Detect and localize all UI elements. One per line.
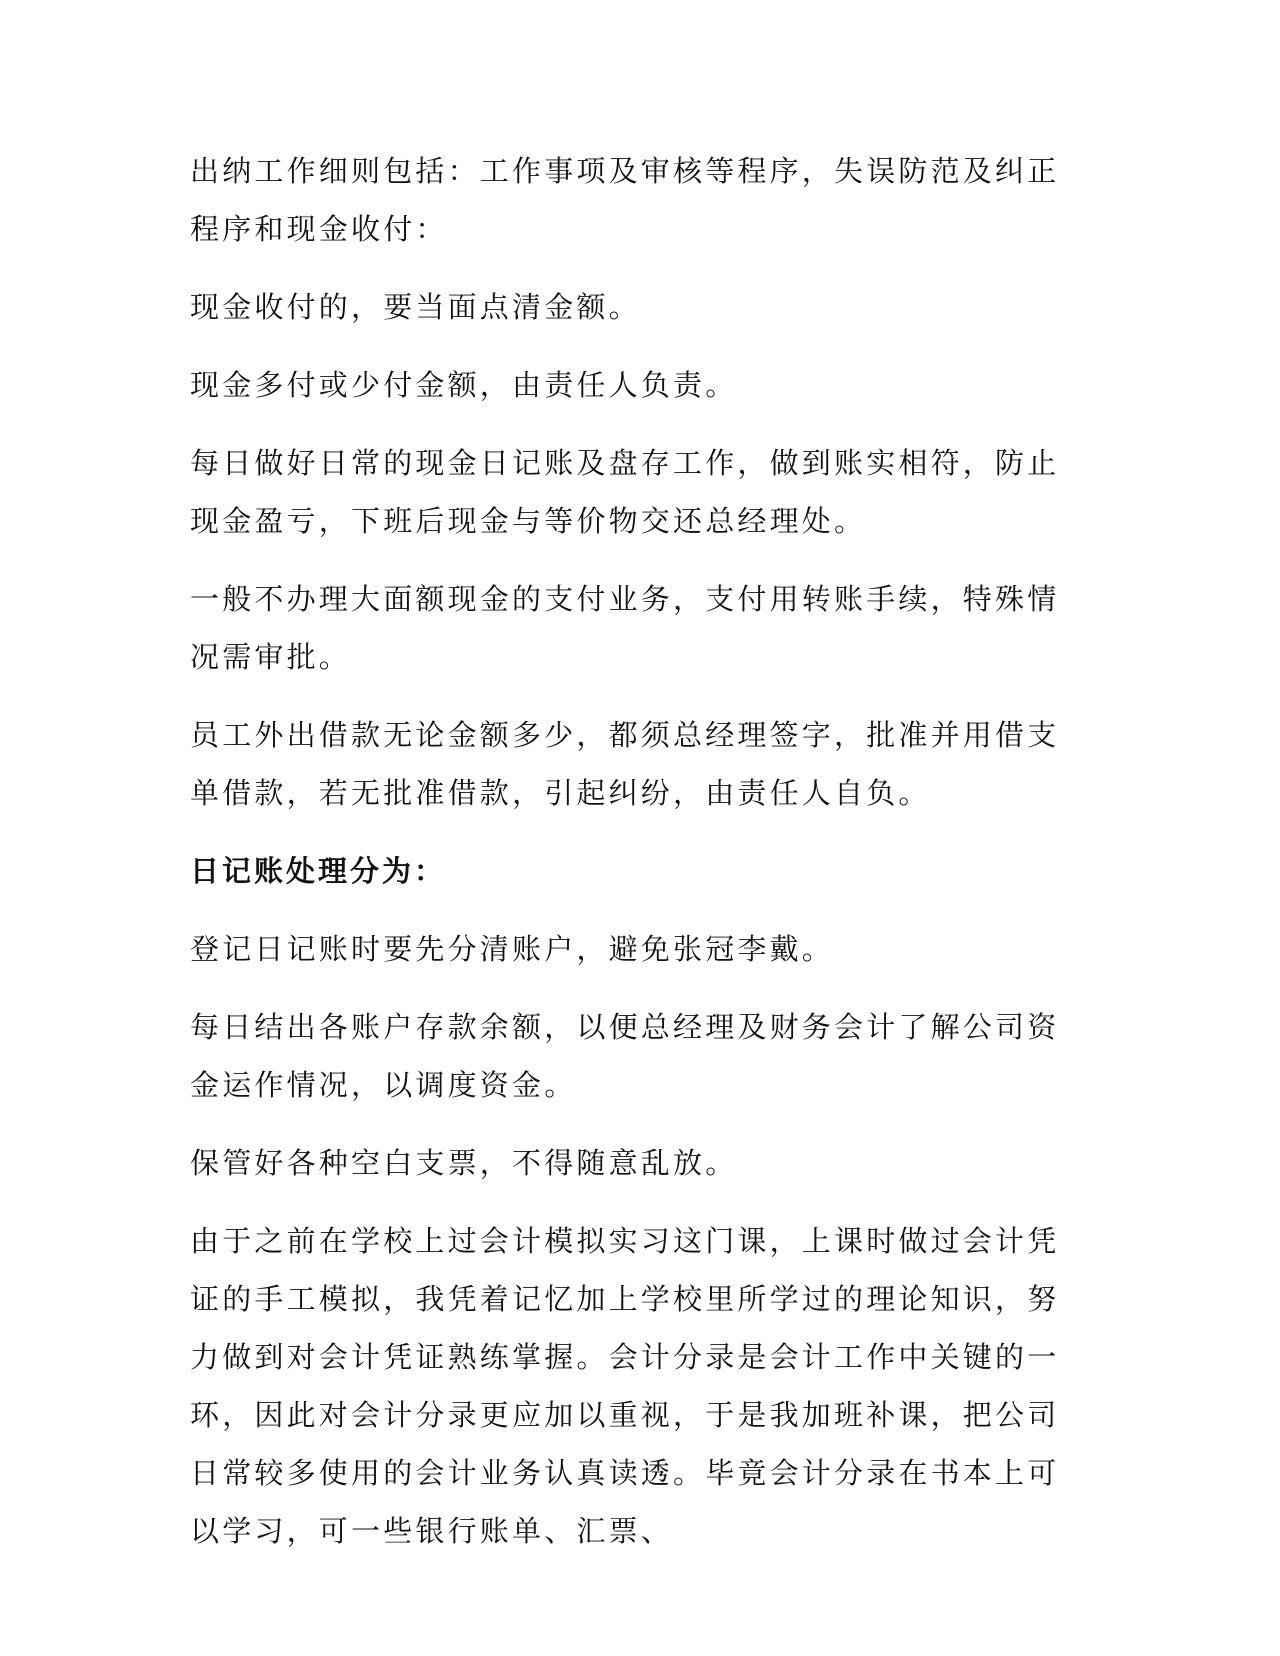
paragraph-cash-count: 现金收付的，要当面点清金额。 bbox=[190, 290, 641, 324]
section-heading-journal-processing: 日记账处理分为： bbox=[190, 854, 447, 888]
paragraph-cashier-rules-intro: 出纳工作细则包括：工作事项及审核等程序，失误防范及纠正程序和现金收付： bbox=[190, 154, 1060, 246]
paragraph-accounting-practice: 由于之前在学校上过会计模拟实习这门课，上课时做过会计凭证的手工模拟，我凭着记忆加上学校里所学过的理论知识，努力做到对会计凭证熟练掌握。会计分录是会计工作中关键的一环，因此对会计分录更应加以重视，于是我加班补课，把公司日常较多使用的会计业务认真读透。毕竟会计分录在书本上可以学习，可一些银行账单、汇票、 bbox=[190, 1224, 1060, 1548]
paragraph-employee-loans: 员工外出借款无论金额多少，都须总经理签字，批准并用借支单借款，若无批准借款，引起纠纷，由责任人自负。 bbox=[190, 718, 1060, 810]
paragraph-daily-cash-journal: 每日做好日常的现金日记账及盘存工作，做到账实相符，防止现金盈亏，下班后现金与等价物交还总经理处。 bbox=[190, 446, 1060, 538]
paragraph-cash-overpay: 现金多付或少付金额，由责任人负责。 bbox=[190, 368, 738, 402]
paragraph-large-payments: 一般不办理大面额现金的支付业务，支付用转账手续，特殊情况需审批。 bbox=[190, 582, 1060, 674]
paragraph-blank-checks: 保管好各种空白支票，不得随意乱放。 bbox=[190, 1146, 738, 1180]
paragraph-journal-accounts: 登记日记账时要先分清账户，避免张冠李戴。 bbox=[190, 932, 835, 966]
document-body bbox=[190, 142, 1090, 1580]
paragraph-daily-balance: 每日结出各账户存款余额，以便总经理及财务会计了解公司资金运作情况，以调度资金。 bbox=[190, 1010, 1060, 1102]
